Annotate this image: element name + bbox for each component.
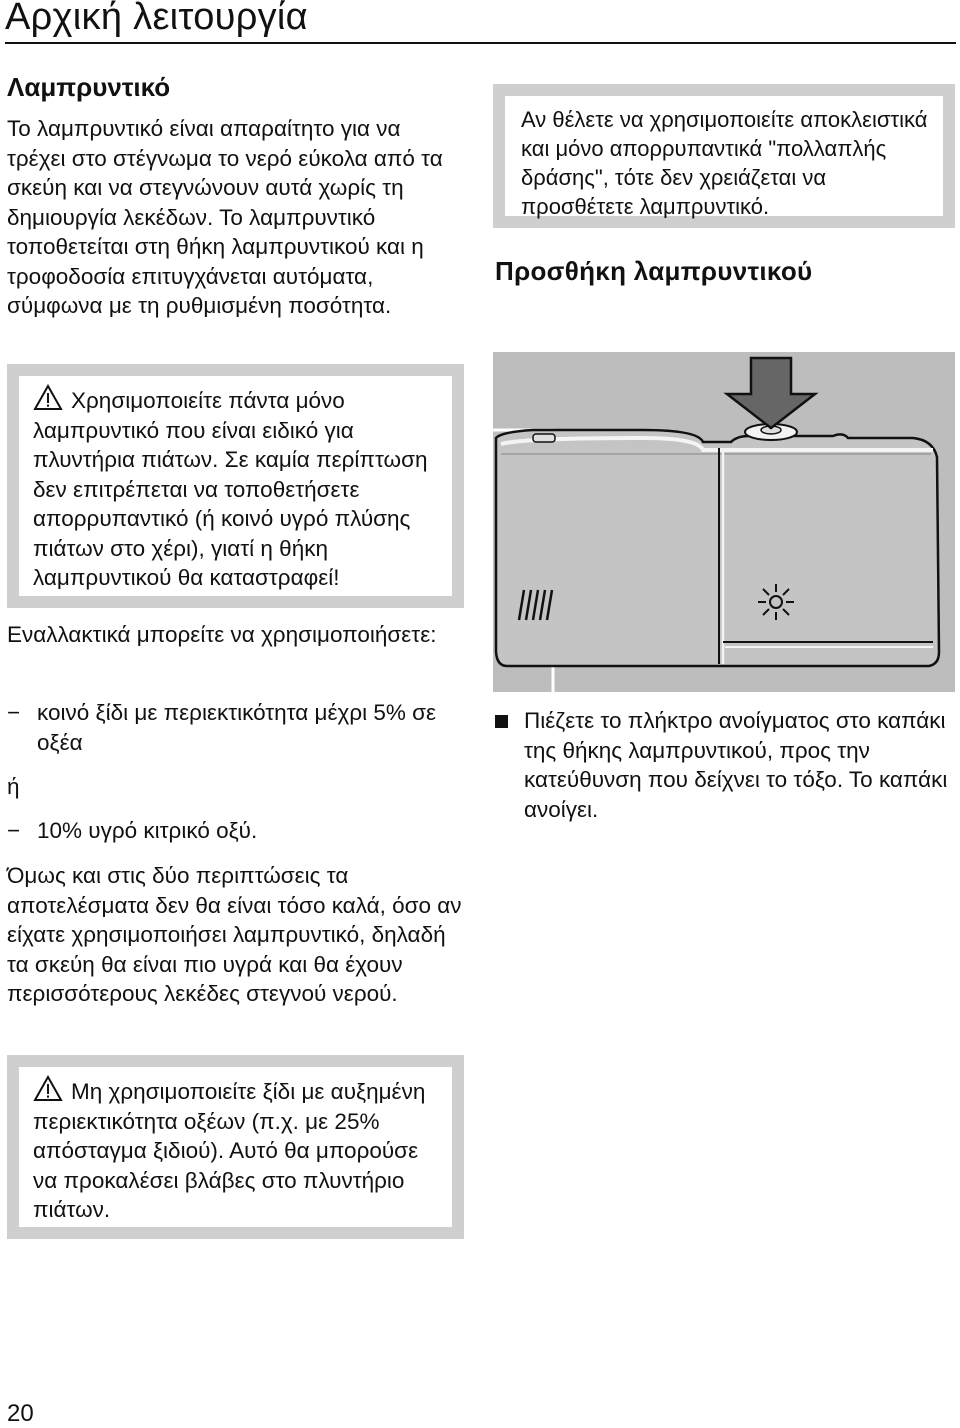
alternatives-intro: Εναλλακτικά μπορείτε να χρησιμοποιήσετε:: [7, 622, 437, 647]
step-text: Πιέζετε το πλήκτρο ανοίγματος στο καπάκι της θήκης λαμπρυντικού, προς την κατεύθυνση που δείχνει το τόξο. Το καπάκι ανοίγει.: [524, 708, 948, 822]
warning-text: Χρησιμοποιείτε πάντα μόνο λαμπρυντικό που είναι ειδικό για πλυντήρια πιάτων. Σε καμία περίπτωση δεν επιτρέπεται να τοποθετήσετε απορρυπαντικό (ή κοινό υγρό πλύσης πιάτων στο χέρι), γιατί η θήκη λαμπρυντικού θα καταστραφεί!: [33, 388, 428, 590]
warning-box-vinegar: [7, 1055, 464, 1239]
list-item-text: 10% υγρό κιτρικό οξύ.: [37, 818, 258, 843]
warning-box-inner: [19, 376, 452, 596]
warning-box-inner: [19, 1067, 452, 1227]
page-title: Αρχική λειτουργία: [5, 0, 308, 38]
list-item: [7, 816, 462, 846]
header-rule: [5, 42, 956, 44]
dash-marker: −: [7, 700, 21, 725]
section-heading-rinse-aid: Λαμπρυντικό: [7, 72, 171, 102]
both-cases-paragraph: Όμως και στις δύο περιπτώσεις τα αποτελέσματα δεν θα είναι τόσο καλά, όσο αν είχατε χρησιμοποιήσει λαμπρυντικό, δηλαδή τα σκεύη θα είναι πιο υγρά και θα έχουν περισσότερους λεκέδες στεγνού νερού.: [7, 863, 462, 1006]
step-item: [493, 706, 955, 824]
section-heading-adding-rinse-aid: Προσθήκη λαμπρυντικού: [495, 256, 813, 286]
page-number: 20: [7, 1400, 34, 1427]
warning-box-rinse-aid-only: [7, 364, 464, 608]
square-bullet-icon: [495, 715, 508, 728]
or-separator: ή: [7, 774, 20, 799]
note-box-inner: [505, 96, 943, 219]
intro-paragraph: Το λαμπρυντικό είναι απαραίτητο για να τρέχει στο στέγνωμα το νερό εύκολα από τα σκεύη και να στεγνώνουν αυτά χωρίς τη δημιουργία λεκέδων. Το λαμπρυντικό τοποθετείται στη θήκη λαμπρυντικού και η τροφοδοσία επιτυγχάνεται αυτόματα, σύμφωνα με τη ρυθμισμένη ποσότητα.: [7, 116, 443, 318]
note-box-multi-tab: [493, 84, 955, 228]
warning-text: Μη χρησιμοποιείτε ξίδι με αυξημένη περιεκτικότητα οξέων (π.χ. με 25% απόσταγμα ξιδιού). Αυτό θα μπορούσε να προκαλέσει βλάβες στο πλυντήριο πιάτων.: [33, 1079, 426, 1222]
warning-triangle-icon: [33, 384, 63, 411]
note-text: Αν θέλετε να χρησιμοποιείτε αποκλειστικά και μόνο απορρυπαντικά "πολλαπλής δράσης", τότε δεν χρειάζεται να προσθέτετε λαμπρυντικό.: [521, 107, 928, 219]
list-item-text: κοινό ξίδι με περιεκτικότητα μέχρι 5% σε οξέα: [37, 700, 437, 755]
dispenser-illustration: [493, 352, 955, 692]
dash-marker: −: [7, 818, 21, 843]
list-item: [7, 698, 462, 757]
warning-paragraph: [33, 384, 452, 593]
warning-triangle-icon: [33, 1075, 63, 1102]
warning-paragraph: [33, 1075, 452, 1225]
